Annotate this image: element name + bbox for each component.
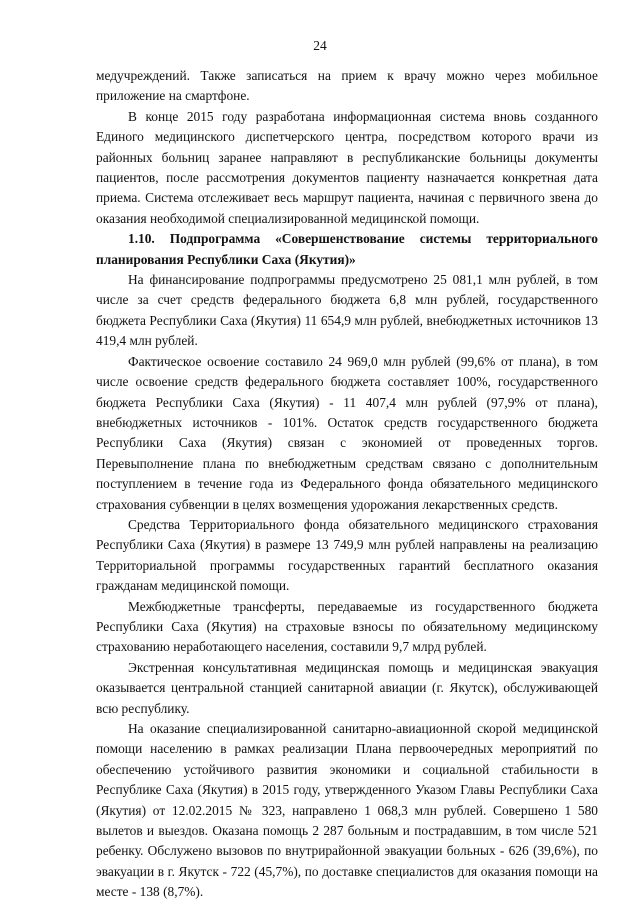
paragraph: На финансирование подпрограммы предусмотрено 25 081,1 млн рублей, в том числе за счет средств федерального бюджета 6,8 млн рублей, государственного бюджета Республики Саха (Якутия) 11 654,9 млн рублей, внебюджетных источников 13 419,4 млн рублей. [96, 272, 598, 349]
section-heading: 1.10. Подпрограмма «Совершенствование системы территориального планирования Республики Саха (Якутия)» [96, 231, 598, 267]
page-number: 24 [313, 38, 327, 53]
paragraph: Средства Территориального фонда обязательного медицинского страхования Республики Саха (Якутия) в размере 13 749,9 млн рублей направлены на реализацию Территориальной программы государственных гарантий бесплатного оказания гражданам медицинской помощи. [96, 516, 598, 594]
paragraph: Межбюджетные трансферты, передаваемые из государственного бюджета Республики Саха (Якутия) на страховые взносы по обязательному медицинскому страхованию неработающего населения, составили 9,7 млрд рублей. [96, 598, 598, 655]
paragraph: На оказание специализированной санитарно-авиационной скорой медицинской помощи населению в рамках реализации Плана первоочередных мероприятий по обеспечению устойчивого развития экономики и социальной стабильности в Республике Саха (Якутия) в 2015 году, утвержденного Указом Главы Республики Саха (Якутия) от 12.02.2015 № 323, направлено 1 068,3 млн рублей. Совершено 1 580 вылетов и выездов. Оказана помощь 2 287 больным и пострадавшим, в том числе 521 ребенку. Обслужено вызовов по внутрирайонной эвакуации больных - 626 (39,6%), по эвакуации в г. Якутск - 722 (45,7%), по доставке специалистов для оказания помощи на месте - 138 (8,7%). [96, 721, 598, 900]
paragraph: Экстренная консультативная медицинская помощь и медицинская эвакуация оказывается центральной станцией санитарной авиации (г. Якутск), обслуживающей всю республику. [96, 659, 598, 716]
paragraph: В конце 2015 году разработана информационная система вновь созданного Единого медицинского диспетчерского центра, посредством которого врачи из районных больниц заранее направляют в республиканские больницы документы пациентов, после рассмотрения документов пациенту назначается конкретная дата приема. Система отслеживает весь маршрут пациента, начиная с первичного звена до оказания необходимой специализированной медицинской помощи. [96, 108, 598, 226]
document-body [96, 66, 598, 903]
paragraph: Фактическое освоение составило 24 969,0 млн рублей (99,6% от плана), в том числе освоение средств федерального бюджета составляет 100%, государственного бюджета Республики Саха (Якутия) - 11 407,4 млн рублей (97,9% от плана), внебюджетных источников - 101%. Остаток средств государственного бюджета Республики Саха (Якутия) связан с экономией от проведенных торгов. Перевыполнение плана по внебюджетным средствам связано с дополнительным поступлением в течение года из Федерального фонда обязательного медицинского страхования субвенции в целях возмещения удорожания лекарственных средств. [96, 353, 598, 512]
paragraph-continued: медучреждений. Также записаться на прием к врачу можно через мобильное приложение на смартфоне. [96, 68, 598, 104]
